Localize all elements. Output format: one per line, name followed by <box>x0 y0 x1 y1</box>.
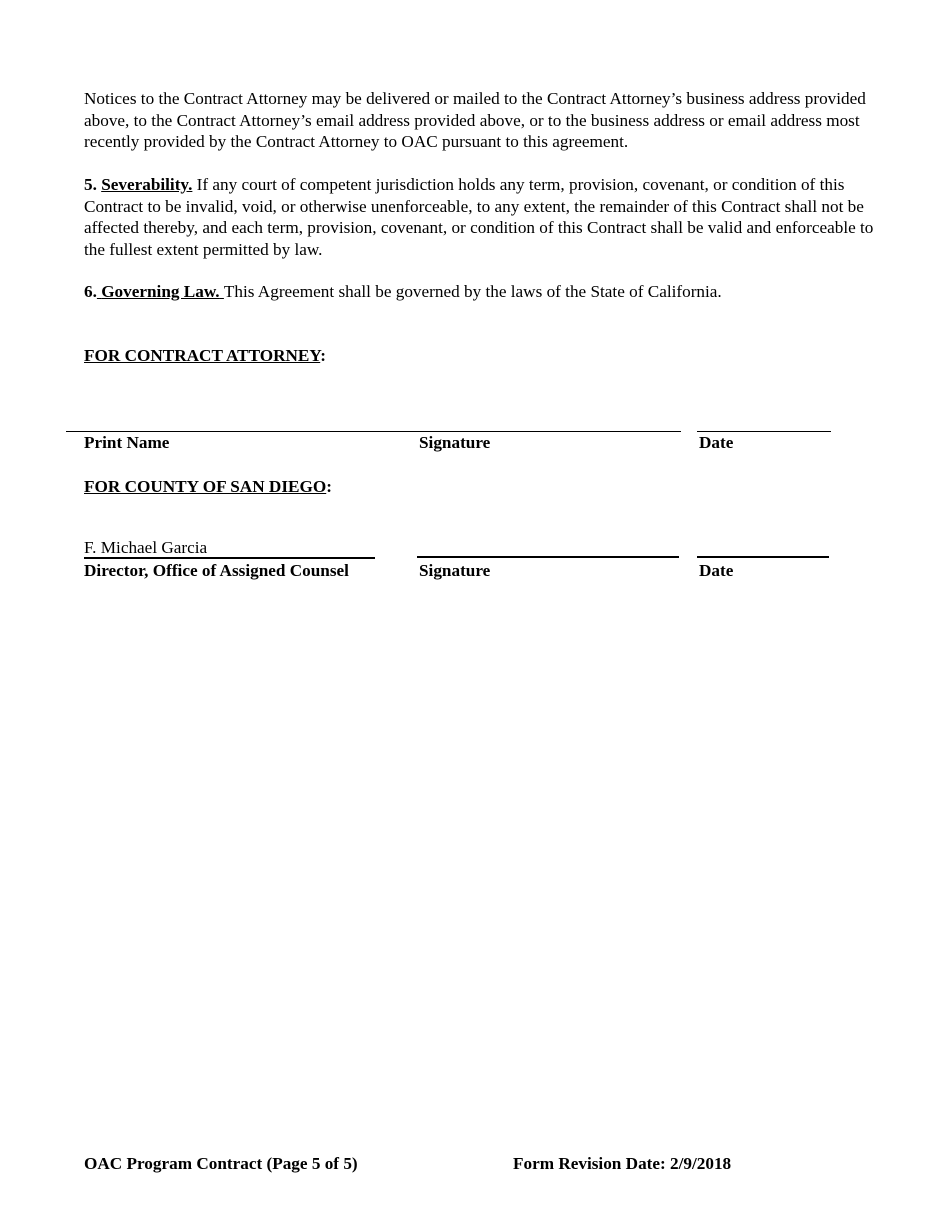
governing-law-body: This Agreement shall be governed by the laws of the State of California. <box>223 282 722 301</box>
notices-paragraph: Notices to the Contract Attorney may be delivered or mailed to the Contract Attorney’s business address provided above, to the Contract Attorney’s email address provided above, or to the business address or email address most recently provided by the Contract Attorney to OAC pursuant to this agreement. <box>84 89 866 152</box>
county-date-label: Date <box>699 561 734 580</box>
county-heading: FOR COUNTY OF SAN DIEGO: <box>84 477 332 496</box>
severability-section <box>84 174 876 260</box>
contract-attorney-date-label: Date <box>699 433 734 452</box>
contract-attorney-signature-label: Signature <box>419 433 491 452</box>
print-name-label: Print Name <box>84 433 170 452</box>
governing-law-title: Governing Law. <box>101 282 220 301</box>
governing-law-number: 6. <box>84 282 97 301</box>
county-signature-label: Signature <box>419 561 491 580</box>
contract-attorney-name-signature-line[interactable] <box>66 431 681 432</box>
county-date-line[interactable] <box>697 556 829 558</box>
severability-body: If any court of competent jurisdiction holds any term, provision, covenant, or condition of this Contract to be invalid, void, or otherwise unenforceable, to any extent, the remainder of this Contract shall not be affected thereby, and each term, provision, covenant, or condition of this Contract shall be valid and enforceable to the fullest extent permitted by law. <box>84 175 874 259</box>
governing-law-section <box>84 281 876 303</box>
severability-number: 5. <box>84 175 97 194</box>
footer-page-info: OAC Program Contract (Page 5 of 5) <box>84 1154 358 1173</box>
footer-revision-date: Form Revision Date: 2/9/2018 <box>513 1154 732 1173</box>
county-director-title: Director, Office of Assigned Counsel <box>84 561 349 580</box>
severability-title: Severability. <box>101 175 193 194</box>
contract-attorney-date-line[interactable] <box>697 431 831 432</box>
county-director-name: F. Michael Garcia <box>84 539 375 559</box>
county-signature-line[interactable] <box>417 556 679 558</box>
contract-attorney-heading: FOR CONTRACT ATTORNEY: <box>84 346 326 365</box>
